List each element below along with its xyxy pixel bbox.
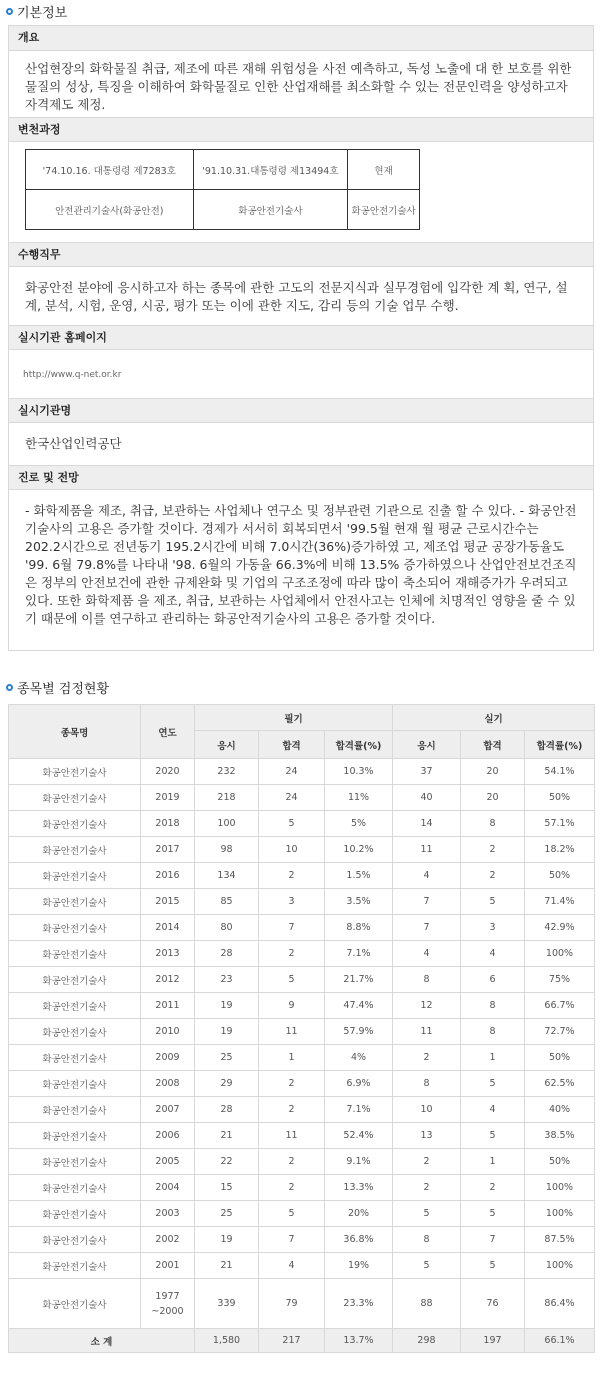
cell-year [141,1279,195,1329]
cell-name: 화공안전기술사 [9,863,141,889]
header-written: 필기 [195,705,393,731]
cell-value: 38.5% [525,1123,595,1149]
cell-name: 화공안전기술사 [9,1201,141,1227]
cell-year: 2010 [141,1019,195,1045]
career-text: - 화학제품을 제조, 취급, 보관하는 사업체나 연구소 및 정부관련 기관으로 진출 할 수 있다. - 화공안전기술사의 고용은 증가할 것이다. 경제가 서서히 회복되면서 '99.5월 현재 월 평균 근로시간수는 202.2시간으로 전년동기 195.2시간에 비해 7.0시간(36%)증가하였 고, 제조업 평균 공장가동율도 '99. 6월 79.8%를 나타내 '98. 6월의 가동율 66.3%에 비해 13.5% 증가하였으나 산업안전보건조직은 정부의 안전보건에 관한 규제완화 및 기업의 구조조정에 따라 많이 축소되어 재해증가가 우려되고 있다. 또한 화학제품 을 제조, 취급, 보관하는 사업체에서 안전사고는 인체에 치명적인 영향을 줄 수 있 기 때문에 이를 연구하고 관리하는 화공안적기술사의 고용은 증가할 것이다. [9,489,593,650]
cell-name: 화공안전기술사 [9,1175,141,1201]
cell-year: 2002 [141,1227,195,1253]
cell-value: 54.1% [525,759,595,785]
cell-value: 232 [195,759,259,785]
cell-value: 8 [461,993,525,1019]
cell-value: 8 [461,811,525,837]
cell-value: 100% [525,941,595,967]
cell-value: 5 [461,1071,525,1097]
cell-value: 2 [461,1175,525,1201]
cell-year: 2016 [141,863,195,889]
cell-value: 25 [195,1201,259,1227]
total-value: 13.7% [325,1329,393,1353]
cell-value: 9.1% [325,1149,393,1175]
cell-value: 4 [461,1097,525,1123]
cell-value: 7.1% [325,1097,393,1123]
history-cell: 안전관리기술사(화공안전) [26,190,194,230]
cell-name: 화공안전기술사 [9,785,141,811]
table-row [9,1045,595,1071]
cell-name: 화공안전기술사 [9,759,141,785]
cell-value: 24 [259,759,325,785]
history-cell: 화공안전기술사 [348,190,420,230]
cell-value: 100% [525,1253,595,1279]
cell-value: 10.2% [325,837,393,863]
table-row [9,1175,595,1201]
overview-text: 산업현장의 화학물질 취급, 제조에 따른 재해 위험성을 사전 예측하고, 독성 노출에 대 한 보호를 위한 물질의 성상, 특징을 이해하여 화학물질로 인한 산업재해를 최소화할 수 있는 전문인력을 양성하고자 자격제도 제정. [9,50,593,117]
cell-name: 화공안전기술사 [9,1071,141,1097]
cell-value: 1 [461,1149,525,1175]
basic-info-box [8,25,594,651]
header-practical-rate: 합격률(%) [525,731,595,759]
cell-value: 3 [259,889,325,915]
cell-value: 5 [461,1253,525,1279]
cell-value: 10 [259,837,325,863]
bullet-icon [6,684,13,691]
cell-value: 2 [393,1045,461,1071]
total-value: 66.1% [525,1329,595,1353]
cell-value: 7 [393,889,461,915]
cell-value: 98 [195,837,259,863]
cell-value: 339 [195,1279,259,1329]
cell-year: 2018 [141,811,195,837]
cell-value: 86.4% [525,1279,595,1329]
table-row [9,1149,595,1175]
cell-value: 19 [195,1227,259,1253]
total-label: 소 계 [9,1329,195,1353]
cell-name: 화공안전기술사 [9,1227,141,1253]
history-cell: '74.10.16. 대통령령 제7283호 [26,150,194,190]
cell-value: 4 [393,941,461,967]
cell-value: 14 [393,811,461,837]
homepage-link[interactable]: http://www.q-net.or.kr [9,349,593,398]
cell-value: 21.7% [325,967,393,993]
cell-value: 3 [461,915,525,941]
cell-name: 화공안전기술사 [9,1097,141,1123]
cell-year: 2001 [141,1253,195,1279]
cell-value: 88 [393,1279,461,1329]
cell-value: 2 [259,863,325,889]
cell-value: 100 [195,811,259,837]
cell-value: 100% [525,1201,595,1227]
cell-value: 5 [393,1253,461,1279]
table-row [9,1019,595,1045]
cell-value: 18.2% [525,837,595,863]
table-row [9,837,595,863]
overview-header: 개요 [9,26,593,50]
cell-value: 5 [259,811,325,837]
cell-value: 87.5% [525,1227,595,1253]
cell-value: 218 [195,785,259,811]
cell-name: 화공안전기술사 [9,811,141,837]
cell-value: 19 [195,993,259,1019]
cell-value: 79 [259,1279,325,1329]
cell-value: 42.9% [525,915,595,941]
cell-value: 8.8% [325,915,393,941]
basic-info-section [0,0,600,651]
table-row [9,941,595,967]
cell-year: 2014 [141,915,195,941]
cell-value: 6.9% [325,1071,393,1097]
cell-value: 8 [393,967,461,993]
cell-name: 화공안전기술사 [9,1279,141,1329]
cell-value: 19% [325,1253,393,1279]
cell-value: 50% [525,863,595,889]
cell-year: 2005 [141,1149,195,1175]
section-title-stats [0,676,600,698]
cell-value: 57.1% [525,811,595,837]
cell-value: 13 [393,1123,461,1149]
cell-value: 4 [393,863,461,889]
cell-value: 20 [461,759,525,785]
history-area [9,141,593,242]
cell-year: 2004 [141,1175,195,1201]
cell-value: 8 [393,1227,461,1253]
cell-value: 23.3% [325,1279,393,1329]
history-cell: 화공안전기술사 [193,190,348,230]
cell-value: 2 [461,837,525,863]
cell-name: 화공안전기술사 [9,889,141,915]
table-row [9,915,595,941]
cell-value: 8 [393,1071,461,1097]
cell-value: 21 [195,1123,259,1149]
cell-value: 7 [259,1227,325,1253]
cell-value: 47.4% [325,993,393,1019]
cell-value: 71.4% [525,889,595,915]
table-row [9,811,595,837]
cell-name: 화공안전기술사 [9,1123,141,1149]
cell-value: 8 [461,1019,525,1045]
cell-value: 29 [195,1071,259,1097]
cell-value: 134 [195,863,259,889]
cell-value: 50% [525,785,595,811]
duty-text: 화공안전 분야에 응시하고자 하는 종목에 관한 고도의 전문지식과 실무경험에 입각한 계 획, 연구, 설계, 분석, 시험, 운영, 시공, 평가 또는 이에 관한 지도, 감리 등의 기술 업무 수행. [9,266,593,325]
cell-year: 2017 [141,837,195,863]
cell-value: 72.7% [525,1019,595,1045]
cell-name: 화공안전기술사 [9,993,141,1019]
table-row [9,1201,595,1227]
cell-value: 50% [525,1149,595,1175]
table-row [9,889,595,915]
cell-value: 22 [195,1149,259,1175]
cell-name: 화공안전기술사 [9,967,141,993]
cell-value: 5 [461,1123,525,1149]
cell-value: 2 [393,1149,461,1175]
cell-value: 5 [259,967,325,993]
cell-value: 36.8% [325,1227,393,1253]
cell-value: 5 [259,1201,325,1227]
org-header: 실시기관명 [9,398,593,422]
cell-name: 화공안전기술사 [9,1045,141,1071]
cell-name: 화공안전기술사 [9,941,141,967]
stats-table [8,704,595,1353]
cell-value: 76 [461,1279,525,1329]
cell-value: 28 [195,941,259,967]
cell-value: 2 [393,1175,461,1201]
cell-value: 10 [393,1097,461,1123]
header-written-pass: 합격 [259,731,325,759]
cell-value: 50% [525,1045,595,1071]
table-row [9,1097,595,1123]
table-row [9,1071,595,1097]
cell-value: 25 [195,1045,259,1071]
cell-year: 2008 [141,1071,195,1097]
cell-value: 4 [461,941,525,967]
cell-name: 화공안전기술사 [9,1019,141,1045]
cell-year-bottom: ~2000 [151,1305,184,1317]
cell-value: 80 [195,915,259,941]
cell-value: 40 [393,785,461,811]
cell-value: 11 [259,1019,325,1045]
table-row [9,759,595,785]
cell-value: 100% [525,1175,595,1201]
cell-value: 2 [259,1071,325,1097]
cell-name: 화공안전기술사 [9,915,141,941]
cell-value: 66.7% [525,993,595,1019]
cell-name: 화공안전기술사 [9,1253,141,1279]
history-cell: '91.10.31.대통령령 제13494호 [193,150,348,190]
cell-value: 19 [195,1019,259,1045]
cell-value: 62.5% [525,1071,595,1097]
header-practical: 실기 [393,705,595,731]
table-row [9,1123,595,1149]
cell-name: 화공안전기술사 [9,837,141,863]
cell-value: 10.3% [325,759,393,785]
history-cell: 현재 [348,150,420,190]
cell-value: 21 [195,1253,259,1279]
table-row [9,1253,595,1279]
cell-value: 3.5% [325,889,393,915]
table-row [9,1279,595,1329]
cell-value: 11 [393,837,461,863]
cell-year: 2009 [141,1045,195,1071]
section-title-text: 종목별 검정현황 [17,681,110,697]
history-header: 변천과정 [9,117,593,141]
cell-value: 13.3% [325,1175,393,1201]
cell-value: 52.4% [325,1123,393,1149]
header-written-rate: 합격률(%) [325,731,393,759]
cell-year: 2020 [141,759,195,785]
cell-value: 2 [259,1175,325,1201]
section-title-basic [0,0,600,22]
bullet-icon [6,8,13,15]
cell-year: 2015 [141,889,195,915]
cell-value: 57.9% [325,1019,393,1045]
cell-year: 2006 [141,1123,195,1149]
total-value: 1,580 [195,1329,259,1353]
header-name: 종목명 [9,705,141,759]
header-practical-pass: 합격 [461,731,525,759]
cell-value: 7 [259,915,325,941]
cell-value: 9 [259,993,325,1019]
total-value: 217 [259,1329,325,1353]
cell-value: 15 [195,1175,259,1201]
cell-value: 5 [461,889,525,915]
cell-value: 20 [461,785,525,811]
cell-value: 20% [325,1201,393,1227]
stats-body [9,759,595,1353]
cell-value: 2 [259,1149,325,1175]
total-value: 197 [461,1329,525,1353]
cell-name: 화공안전기술사 [9,1149,141,1175]
cell-value: 11 [259,1123,325,1149]
homepage-header: 실시기관 홈페이지 [9,325,593,349]
cell-value: 85 [195,889,259,915]
cell-value: 40% [525,1097,595,1123]
cell-year: 2007 [141,1097,195,1123]
header-practical-apply: 응시 [393,731,461,759]
cell-value: 28 [195,1097,259,1123]
org-name: 한국산업인력공단 [9,422,593,465]
history-table [25,149,420,230]
table-row [9,967,595,993]
header-written-apply: 응시 [195,731,259,759]
cell-value: 1.5% [325,863,393,889]
table-row [9,1227,595,1253]
cell-value: 7 [461,1227,525,1253]
cell-year: 2013 [141,941,195,967]
cell-value: 37 [393,759,461,785]
table-row [9,863,595,889]
section-title-text: 기본정보 [17,5,68,21]
cell-year: 2012 [141,967,195,993]
cell-value: 7 [393,915,461,941]
table-row [9,785,595,811]
stats-section [0,676,600,1353]
total-row [9,1329,595,1353]
cell-value: 7.1% [325,941,393,967]
cell-year-top: 1977 [155,1290,180,1302]
total-value: 298 [393,1329,461,1353]
table-row [9,993,595,1019]
cell-value: 4 [259,1253,325,1279]
cell-value: 11% [325,785,393,811]
cell-value: 5 [393,1201,461,1227]
cell-value: 2 [259,941,325,967]
cell-value: 2 [259,1097,325,1123]
duty-header: 수행직무 [9,242,593,266]
cell-value: 75% [525,967,595,993]
cell-value: 5% [325,811,393,837]
cell-value: 11 [393,1019,461,1045]
career-header: 진로 및 전망 [9,465,593,489]
cell-year: 2003 [141,1201,195,1227]
cell-value: 1 [461,1045,525,1071]
cell-value: 24 [259,785,325,811]
cell-value: 6 [461,967,525,993]
cell-value: 1 [259,1045,325,1071]
cell-value: 12 [393,993,461,1019]
cell-year: 2019 [141,785,195,811]
cell-value: 23 [195,967,259,993]
header-year: 연도 [141,705,195,759]
cell-value: 4% [325,1045,393,1071]
cell-value: 2 [461,863,525,889]
cell-value: 5 [461,1201,525,1227]
cell-year: 2011 [141,993,195,1019]
